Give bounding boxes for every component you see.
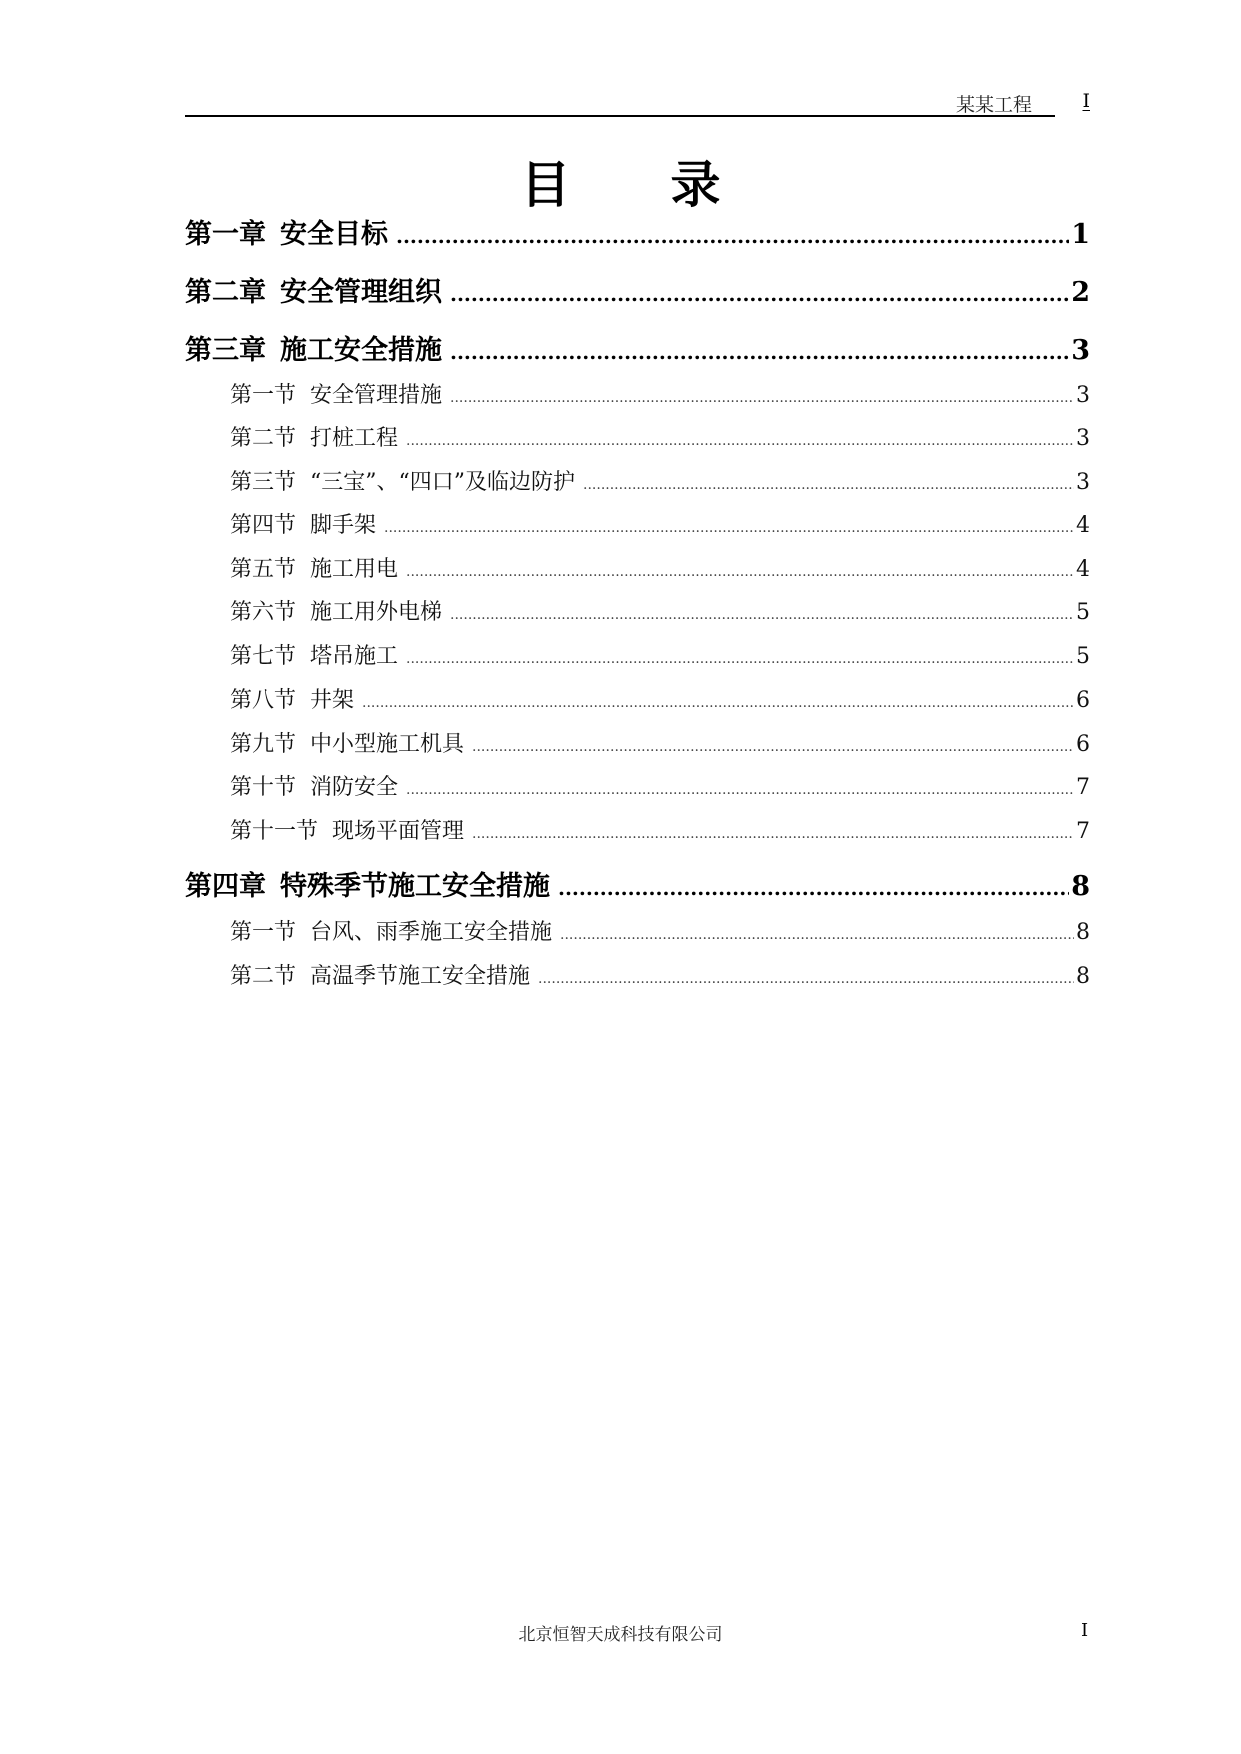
toc-page-number: 6: [1076, 688, 1090, 713]
toc-page-number: 2: [1071, 277, 1090, 308]
toc-entry-label: [230, 465, 575, 496]
toc-page-number: 3: [1076, 426, 1090, 451]
toc-dot-leader: [406, 651, 1074, 667]
page-header: [185, 86, 1090, 116]
toc-entry-title: 井架: [310, 688, 355, 713]
toc-entry-number: 第三节: [230, 470, 297, 495]
toc-dot-leader: [558, 876, 1069, 900]
toc-dot-leader: [406, 782, 1074, 798]
toc-entry-title: 台风、雨季施工安全措施: [310, 920, 553, 945]
header-page-number: I: [1082, 90, 1090, 112]
toc-entry-title: 高温季节施工安全措施: [310, 964, 531, 989]
toc-page-number: 3: [1076, 383, 1090, 408]
toc-dot-leader: [450, 340, 1069, 364]
document-title: 目录: [520, 156, 821, 214]
toc-section-entry[interactable]: [230, 683, 1090, 714]
toc-entry-number: 第九节: [230, 732, 297, 757]
toc-section-entry[interactable]: [230, 959, 1090, 990]
toc-entry-number: 第三章: [185, 335, 266, 366]
toc-page-number: 8: [1071, 871, 1090, 902]
toc-page-number: 4: [1076, 513, 1090, 538]
toc-dot-leader: [384, 520, 1074, 536]
toc-entry-title: “三宝”、“四口”及临边防护: [310, 470, 576, 495]
toc-entry-label: [185, 212, 388, 251]
toc-section-entry[interactable]: [230, 465, 1090, 496]
toc-section-entry[interactable]: [230, 915, 1090, 946]
toc-entry-title: 施工用电: [310, 557, 399, 582]
toc-entry-number: 第二节: [230, 964, 297, 989]
toc-entry-title: 施工安全措施: [280, 335, 442, 366]
toc-entry-title: 现场平面管理: [332, 819, 465, 844]
toc-entry-title: 塔吊施工: [310, 644, 399, 669]
toc-entry-label: [230, 595, 442, 626]
toc-entry-number: 第七节: [230, 644, 297, 669]
footer-company: 北京恒智天成科技有限公司: [518, 1625, 723, 1645]
toc-chapter-entry[interactable]: [185, 212, 1090, 251]
toc-entry-label: [185, 864, 550, 903]
toc-entry-title: 安全目标: [280, 219, 388, 250]
toc-section-entry[interactable]: [230, 727, 1090, 758]
toc-entry-label: [230, 814, 464, 845]
toc-entry-label: [230, 770, 398, 801]
footer-page-number: I: [1081, 1620, 1089, 1641]
toc-dot-leader: [583, 477, 1074, 493]
toc-entry-number: 第一节: [230, 920, 297, 945]
toc-entry-number: 第十一节: [230, 819, 319, 844]
toc-entry-label: [230, 915, 552, 946]
toc-dot-leader: [406, 564, 1074, 580]
toc-dot-leader: [362, 695, 1074, 711]
toc-entry-title: 消防安全: [310, 775, 399, 800]
toc-entry-number: 第二节: [230, 426, 297, 451]
toc-dot-leader: [472, 739, 1074, 755]
toc-section-entry[interactable]: [230, 770, 1090, 801]
toc-page-number: 3: [1071, 335, 1090, 366]
toc-entry-label: [230, 959, 530, 990]
toc-entry-title: 脚手架: [310, 513, 377, 538]
toc-page-number: 8: [1076, 920, 1090, 945]
toc-chapter-entry[interactable]: [185, 328, 1090, 367]
toc-page-number: 5: [1076, 600, 1090, 625]
toc-entry-label: [185, 270, 442, 309]
toc-entry-title: 中小型施工机具: [310, 732, 465, 757]
toc-entry-number: 第八节: [230, 688, 297, 713]
toc-page-number: 7: [1076, 819, 1090, 844]
toc-section-entry[interactable]: [230, 639, 1090, 670]
toc-page-number: 3: [1076, 470, 1090, 495]
header-title: 某某工程: [955, 94, 1032, 116]
header-divider: [185, 115, 1055, 117]
toc-page-number: 8: [1076, 964, 1090, 989]
toc-section-entry[interactable]: [230, 378, 1090, 409]
toc-entry-number: 第一节: [230, 383, 297, 408]
toc-entry-label: [230, 378, 442, 409]
toc-dot-leader: [406, 433, 1074, 449]
toc-dot-leader: [450, 282, 1069, 306]
toc-section-entry[interactable]: [230, 814, 1090, 845]
toc-entry-label: [230, 552, 398, 583]
toc-entry-number: 第二章: [185, 277, 266, 308]
toc-entry-title: 打桩工程: [310, 426, 399, 451]
toc-section-entry[interactable]: [230, 508, 1090, 539]
toc-entry-title: 特殊季节施工安全措施: [280, 871, 550, 902]
toc-entry-number: 第一章: [185, 219, 266, 250]
toc-page-number: 4: [1076, 557, 1090, 582]
toc-dot-leader: [472, 826, 1074, 842]
toc-entry-label: [230, 683, 354, 714]
toc-section-entry[interactable]: [230, 421, 1090, 452]
toc-entry-title: 安全管理措施: [310, 383, 443, 408]
toc-dot-leader: [396, 224, 1069, 248]
toc-entry-label: [185, 328, 442, 367]
toc-entry-label: [230, 508, 376, 539]
toc-section-entry[interactable]: [230, 552, 1090, 583]
toc-chapter-entry[interactable]: [185, 270, 1090, 309]
toc-entry-number: 第四节: [230, 513, 297, 538]
toc-dot-leader: [450, 607, 1074, 623]
toc-page-number: 6: [1076, 732, 1090, 757]
toc-page-number: 1: [1071, 219, 1090, 250]
toc-entry-label: [230, 727, 464, 758]
toc-dot-leader: [538, 971, 1074, 987]
toc-dot-leader: [560, 927, 1074, 943]
toc-section-entry[interactable]: [230, 595, 1090, 626]
toc-entry-label: [230, 639, 398, 670]
toc-entry-number: 第五节: [230, 557, 297, 582]
toc-entry-title: 安全管理组织: [280, 277, 442, 308]
toc-entry-number: 第四章: [185, 871, 266, 902]
toc-page-number: 7: [1076, 775, 1090, 800]
toc-dot-leader: [450, 390, 1074, 406]
toc-entry-label: [230, 421, 398, 452]
toc-entry-number: 第十节: [230, 775, 297, 800]
toc-page-number: 5: [1076, 644, 1090, 669]
toc-entry-number: 第六节: [230, 600, 297, 625]
toc-chapter-entry[interactable]: [185, 864, 1090, 903]
toc-entry-title: 施工用外电梯: [310, 600, 443, 625]
